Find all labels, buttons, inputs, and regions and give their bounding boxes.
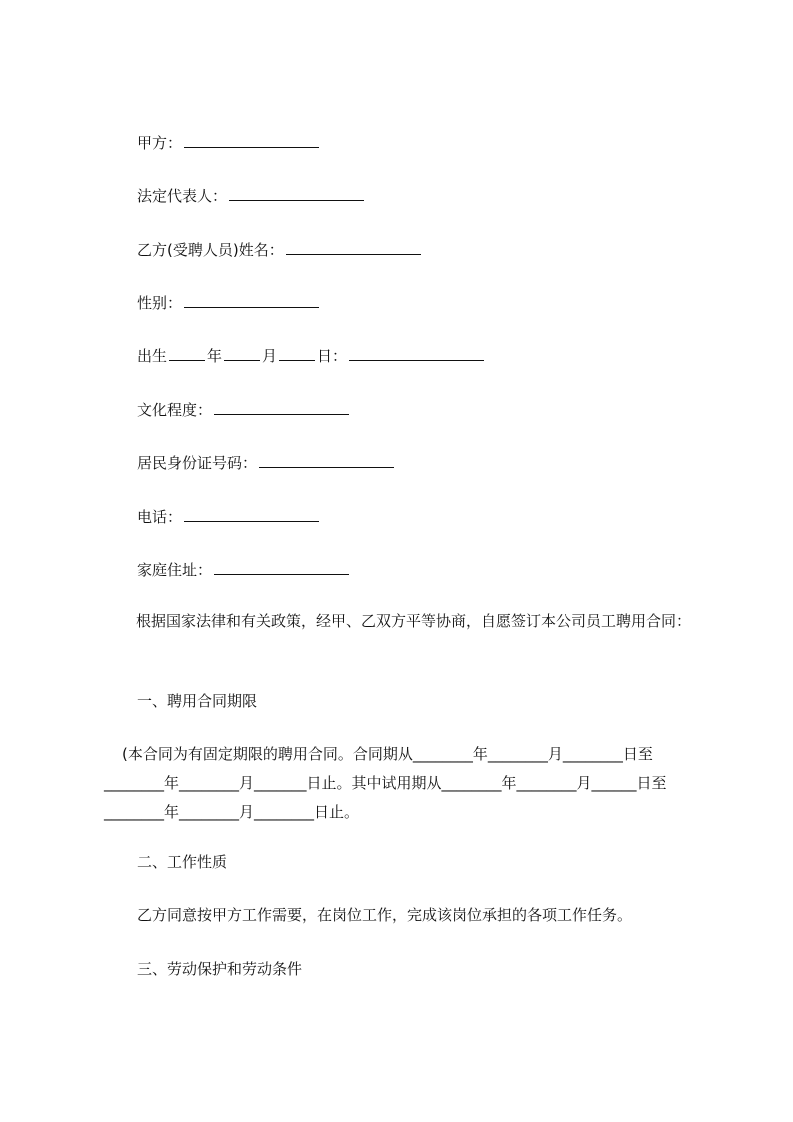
field-education xyxy=(137,399,349,420)
blank-line[interactable] xyxy=(184,292,319,308)
field-label: 甲方： xyxy=(137,134,183,152)
field-label: 家庭住址： xyxy=(137,561,213,579)
day-label: 日： xyxy=(317,347,348,365)
field-birth xyxy=(137,345,484,366)
field-party-a xyxy=(137,132,319,153)
field-address xyxy=(137,559,349,580)
section-2-title: 二、工作性质 xyxy=(137,853,228,871)
field-legal-rep xyxy=(137,185,364,206)
field-label: 居民身份证号码： xyxy=(137,454,258,472)
blank-line[interactable] xyxy=(259,452,394,468)
field-label: 出生 xyxy=(137,347,168,365)
year-label: 年 xyxy=(207,347,223,365)
field-label: 法定代表人： xyxy=(137,187,228,205)
intro-paragraph: 根据国家法律和有关政策，经甲、乙双方平等协商，自愿签订本公司员工聘用合同： xyxy=(136,612,692,630)
field-id-number xyxy=(137,452,394,473)
field-gender xyxy=(137,292,319,313)
section-2-body: 乙方同意按甲方工作需要，在岗位工作，完成该岗位承担的各项工作任务。 xyxy=(137,906,633,924)
field-party-b-name xyxy=(137,239,421,260)
blank-line[interactable] xyxy=(349,345,484,361)
field-label: 乙方(受聘人员)姓名： xyxy=(137,241,284,259)
field-label: 电话： xyxy=(137,508,183,526)
field-label: 文化程度： xyxy=(137,401,213,419)
birth-day-blank[interactable] xyxy=(279,345,315,361)
section-3-title: 三、劳动保护和劳动条件 xyxy=(137,960,303,978)
field-label: 性别： xyxy=(137,294,183,312)
birth-month-blank[interactable] xyxy=(224,345,260,361)
blank-line[interactable] xyxy=(214,399,349,415)
blank-line[interactable] xyxy=(184,132,319,148)
blank-line[interactable] xyxy=(214,559,349,575)
month-label: 月 xyxy=(262,347,278,365)
blank-line[interactable] xyxy=(286,239,421,255)
blank-line[interactable] xyxy=(184,506,319,522)
blank-line[interactable] xyxy=(229,185,364,201)
section-1-title: 一、聘用合同期限 xyxy=(137,692,258,710)
birth-year-blank[interactable] xyxy=(169,345,205,361)
field-phone xyxy=(137,506,319,527)
section-1-body: (本合同为有固定期限的聘用合同。合同期从________年________月________日至________年________月_______日止。其中试用期从________年________月______日至________年________月________日止。 xyxy=(104,745,667,821)
